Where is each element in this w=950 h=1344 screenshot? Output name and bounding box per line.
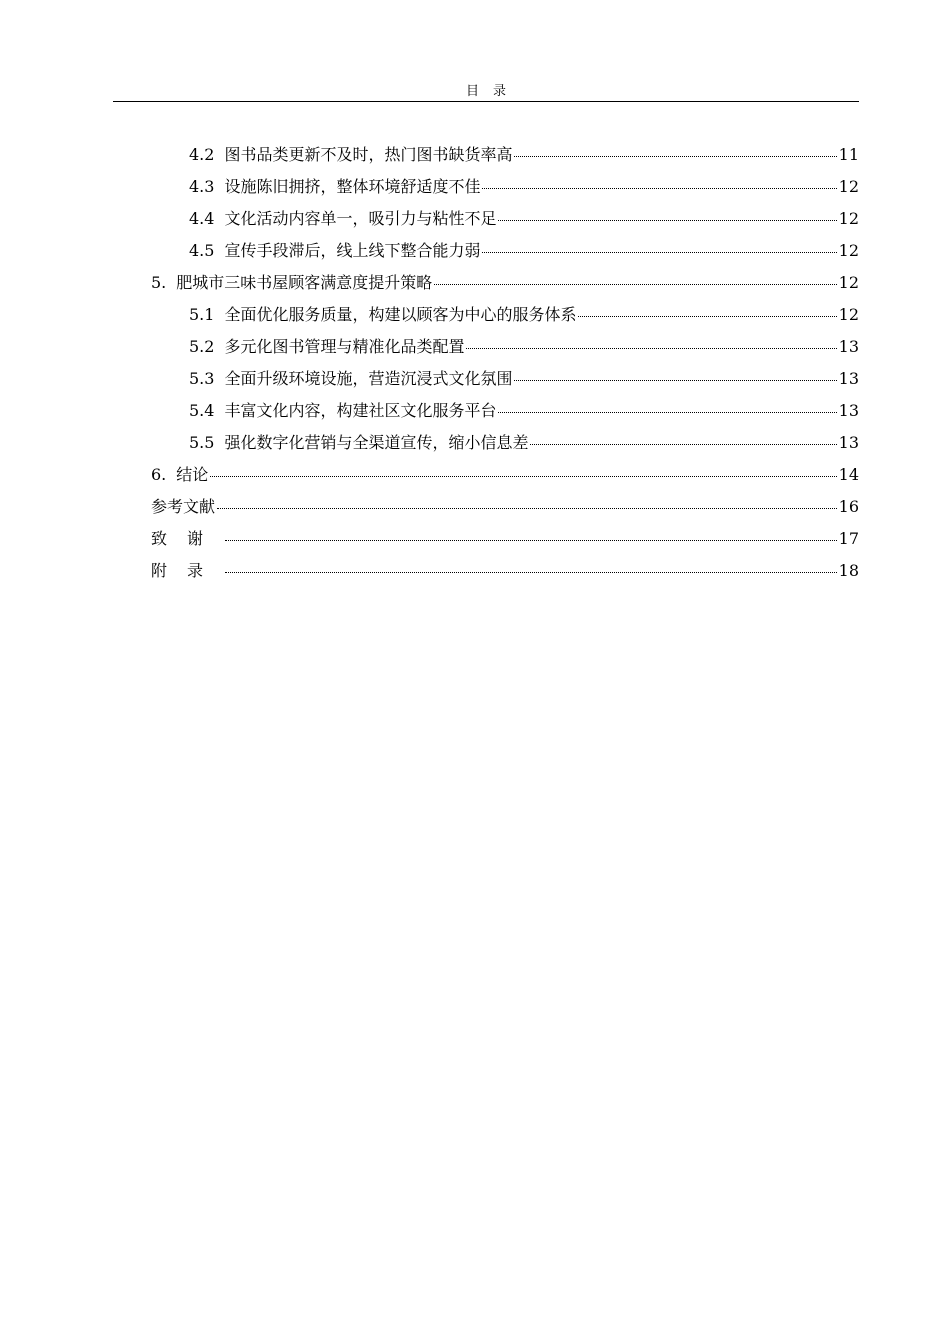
toc-page-number: 13 (838, 337, 859, 356)
toc-entry-number: 4.4 (189, 209, 215, 228)
toc-entry-title: 丰富文化内容，构建社区文化服务平台 (224, 401, 497, 420)
toc-entry-5-4[interactable] (189, 395, 859, 427)
toc-entry-title: 全面优化服务质量，构建以顾客为中心的服务体系 (224, 305, 577, 324)
dot-leader (514, 155, 836, 157)
toc-entry-4-4[interactable] (189, 203, 859, 235)
toc-entry-title: 全面升级环境设施，营造沉浸式文化氛围 (224, 369, 513, 388)
toc-page-number: 16 (838, 497, 859, 516)
toc-entry-number: 5. (151, 273, 167, 292)
toc-entry-title: 宣传手段滞后，线上线下整合能力弱 (224, 241, 481, 260)
toc-entry-5-1[interactable] (189, 299, 859, 331)
dot-leader (578, 315, 836, 317)
dot-leader (466, 347, 836, 349)
toc-entry-4-2[interactable] (189, 139, 859, 171)
toc-entry-5-5[interactable] (189, 427, 859, 459)
toc-page-number: 12 (838, 241, 859, 260)
toc-entry-title: 附录 (151, 561, 224, 580)
toc-entry-number: 5.1 (189, 305, 215, 324)
dot-leader (498, 411, 836, 413)
toc-entry-5-3[interactable] (189, 363, 859, 395)
dot-leader (482, 251, 836, 253)
toc-entry-6[interactable] (151, 459, 859, 491)
page-header (113, 78, 859, 102)
toc-page-number: 17 (838, 529, 859, 548)
toc-entry-number: 5.2 (189, 337, 215, 356)
toc-page-number: 12 (838, 305, 859, 324)
toc-entry-title: 结论 (176, 465, 209, 484)
toc-entry-5[interactable] (151, 267, 859, 299)
dot-leader (225, 571, 837, 573)
dot-leader (434, 283, 836, 285)
toc-page-number: 13 (838, 401, 859, 420)
dot-leader (210, 475, 836, 477)
dot-leader (225, 539, 837, 541)
toc-entry-title: 肥城市三味书屋顾客满意度提升策略 (176, 273, 433, 292)
toc-entry-title: 文化活动内容单一，吸引力与粘性不足 (224, 209, 497, 228)
toc-entry-4-5[interactable] (189, 235, 859, 267)
toc-entry-title: 多元化图书管理与精准化品类配置 (224, 337, 465, 356)
toc-entry-title: 致谢 (151, 529, 224, 548)
toc-entry-acknowledgements[interactable] (151, 523, 859, 555)
toc-entry-title: 图书品类更新不及时，热门图书缺货率高 (224, 145, 513, 164)
toc-page-number: 11 (838, 145, 859, 164)
toc-entry-number: 5.4 (189, 401, 215, 420)
toc-entry-appendix[interactable] (151, 555, 859, 587)
toc-entry-title: 强化数字化营销与全渠道宣传，缩小信息差 (224, 433, 529, 452)
toc-entry-5-2[interactable] (189, 331, 859, 363)
toc-entry-number: 4.2 (189, 145, 215, 164)
toc-page-number: 12 (838, 209, 859, 228)
toc-entry-number: 4.3 (189, 177, 215, 196)
toc-entry-number: 6. (151, 465, 167, 484)
toc-entry-title: 设施陈旧拥挤，整体环境舒适度不佳 (224, 177, 481, 196)
toc-page-number: 13 (838, 433, 859, 452)
toc-entry-number: 4.5 (189, 241, 215, 260)
dot-leader (498, 219, 836, 221)
toc-entry-4-3[interactable] (189, 171, 859, 203)
toc-page-number: 14 (838, 465, 859, 484)
dot-leader (482, 187, 836, 189)
toc-entry-number: 5.3 (189, 369, 215, 388)
dot-leader (217, 507, 837, 509)
toc-page-number: 12 (838, 177, 859, 196)
toc-page-number: 12 (838, 273, 859, 292)
toc-entry-title: 参考文献 (151, 497, 216, 516)
dot-leader (514, 379, 836, 381)
dot-leader (530, 443, 836, 445)
header-title: 目录 (465, 84, 520, 99)
toc-entry-references[interactable] (151, 491, 859, 523)
toc-page-number: 13 (838, 369, 859, 388)
toc-entry-number: 5.5 (189, 433, 215, 452)
toc-page-number: 18 (838, 561, 859, 580)
